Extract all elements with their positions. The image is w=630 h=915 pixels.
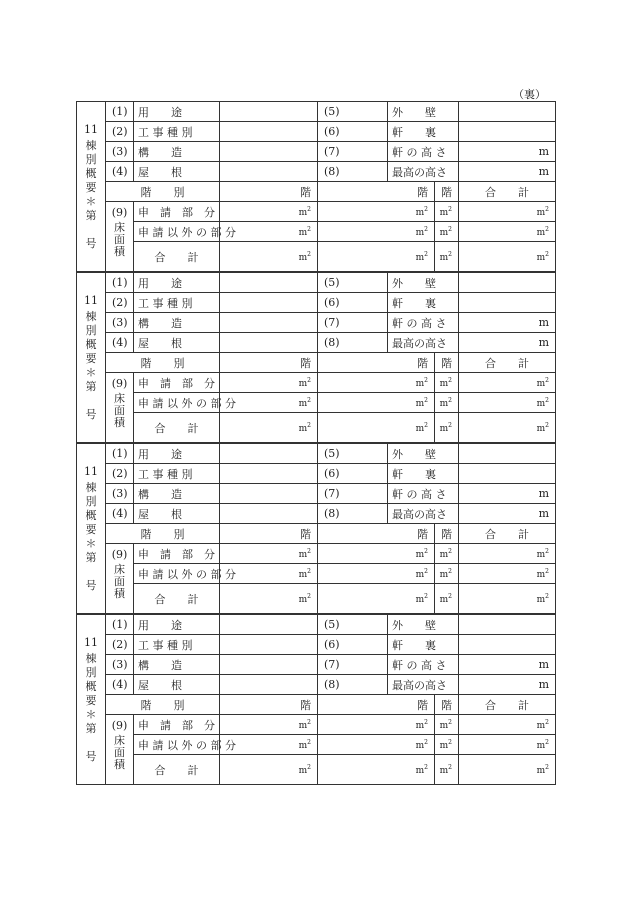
floor-area-total-cell[interactable]: $m^2$ [459, 755, 556, 785]
item-number: (8) [318, 504, 388, 524]
item-number: (4) [106, 504, 134, 524]
floor-area-cell[interactable]: $m^2$ [220, 755, 318, 785]
section-header-cell [77, 444, 106, 614]
structure-value[interactable] [220, 313, 318, 333]
floor-area-cell[interactable]: $m^2$ [435, 755, 459, 785]
building-summary-block [76, 614, 556, 785]
floor-header-total: 合 計 [459, 695, 556, 715]
floor-area-total-cell[interactable]: $m^2$ [459, 222, 556, 242]
floor-area-total-cell[interactable]: $m^2$ [459, 544, 556, 564]
use-value[interactable] [220, 273, 318, 293]
eaves-height-value[interactable]: m [459, 142, 556, 162]
structure-value[interactable] [220, 484, 318, 504]
eaves-soffit-value[interactable] [459, 635, 556, 655]
section-header-cell [77, 273, 106, 443]
item-label-outer-wall: 外 壁 [388, 102, 459, 122]
item-number: (6) [318, 635, 388, 655]
floor-area-cell[interactable]: $m^2$ [220, 584, 318, 614]
eaves-height-value[interactable]: m [459, 655, 556, 675]
floor-header-col1: 階 [220, 353, 318, 373]
floor-header-col2: 階 [318, 353, 435, 373]
item-number: (5) [318, 444, 388, 464]
floor-area-vertical-label: 床 面 積 [106, 564, 134, 614]
floor-header-col2: 階 [318, 695, 435, 715]
use-value[interactable] [220, 102, 318, 122]
floor-area-cell[interactable]: $m^2$ [220, 222, 318, 242]
item-label-structure: 構 造 [134, 484, 220, 504]
item-label-eaves-soffit: 軒 裏 [388, 293, 459, 313]
floor-area-cell[interactable]: $m^2$ [318, 544, 435, 564]
item-number: (9) [106, 202, 134, 222]
section-suffix: 号 [85, 578, 97, 592]
item-label-work-type: 工 事 種 別 [134, 464, 220, 484]
floor-area-total-cell[interactable]: $m^2$ [459, 584, 556, 614]
floor-header-total: 合 計 [459, 353, 556, 373]
page-side-label: （裏） [513, 88, 546, 101]
floor-header-label: 階 別 [106, 182, 220, 202]
item-label-eaves-soffit: 軒 裏 [388, 635, 459, 655]
section-number: 11 [84, 293, 98, 307]
floor-header-col3: 階 [435, 353, 459, 373]
section-number: 11 [84, 122, 98, 136]
floor-header-col3: 階 [435, 695, 459, 715]
work-type-value[interactable] [220, 122, 318, 142]
building-summary-block [76, 272, 556, 443]
floor-area-cell[interactable]: $m^2$ [220, 735, 318, 755]
floor-row-label: 合 計 [134, 584, 220, 614]
item-label-eaves-soffit: 軒 裏 [388, 122, 459, 142]
floor-area-cell[interactable]: $m^2$ [318, 393, 435, 413]
floor-area-total-cell[interactable]: $m^2$ [459, 413, 556, 443]
item-label-roof: 屋 根 [134, 333, 220, 353]
item-number: (4) [106, 333, 134, 353]
item-label-outer-wall: 外 壁 [388, 273, 459, 293]
section-number: 11 [84, 464, 98, 478]
floor-area-total-cell[interactable]: $m^2$ [459, 202, 556, 222]
item-number: (7) [318, 142, 388, 162]
structure-value[interactable] [220, 655, 318, 675]
max-height-value[interactable]: m [459, 504, 556, 524]
item-label-roof: 屋 根 [134, 162, 220, 182]
item-number: (1) [106, 273, 134, 293]
floor-area-cell[interactable]: $m^2$ [435, 564, 459, 584]
floor-area-vertical-label: 床 面 積 [106, 393, 134, 443]
floor-area-cell[interactable]: $m^2$ [318, 755, 435, 785]
floor-area-cell[interactable]: $m^2$ [220, 413, 318, 443]
item-number: (5) [318, 102, 388, 122]
item-label-work-type: 工 事 種 別 [134, 635, 220, 655]
roof-value[interactable] [220, 162, 318, 182]
floor-area-cell[interactable]: $m^2$ [435, 373, 459, 393]
floor-area-cell[interactable]: $m^2$ [435, 242, 459, 272]
item-label-eaves-height: 軒 の 高 さ [388, 313, 459, 333]
floor-area-cell[interactable]: $m^2$ [318, 564, 435, 584]
item-number: (1) [106, 444, 134, 464]
item-number: (2) [106, 122, 134, 142]
max-height-value[interactable]: m [459, 675, 556, 695]
floor-area-cell[interactable]: $m^2$ [318, 202, 435, 222]
floor-area-cell[interactable]: $m^2$ [220, 373, 318, 393]
floor-area-cell[interactable]: $m^2$ [318, 735, 435, 755]
item-number: (4) [106, 162, 134, 182]
item-label-eaves-height: 軒 の 高 さ [388, 484, 459, 504]
item-number: (4) [106, 675, 134, 695]
item-label-eaves-height: 軒 の 高 さ [388, 142, 459, 162]
section-title: 棟 別 概 要 ＊ 第 [85, 480, 97, 564]
item-label-outer-wall: 外 壁 [388, 444, 459, 464]
floor-area-cell[interactable]: $m^2$ [220, 715, 318, 735]
section-suffix: 号 [85, 749, 97, 763]
outer-wall-value[interactable] [459, 615, 556, 635]
structure-value[interactable] [220, 142, 318, 162]
floor-area-cell[interactable]: $m^2$ [220, 544, 318, 564]
item-number: (7) [318, 484, 388, 504]
item-number: (2) [106, 293, 134, 313]
floor-area-cell[interactable]: $m^2$ [318, 242, 435, 272]
roof-value[interactable] [220, 675, 318, 695]
section-number: 11 [84, 635, 98, 649]
item-label-max-height: 最高の高さ [388, 504, 459, 524]
floor-header-label: 階 別 [106, 524, 220, 544]
item-label-max-height: 最高の高さ [388, 675, 459, 695]
section-title: 棟 別 概 要 ＊ 第 [85, 309, 97, 393]
building-summary-form [76, 101, 556, 785]
item-number: (2) [106, 464, 134, 484]
item-label-use: 用 途 [134, 444, 220, 464]
item-label-use: 用 途 [134, 615, 220, 635]
floor-row-label: 申 請 部 分 [134, 544, 220, 564]
item-number: (7) [318, 655, 388, 675]
item-number: (6) [318, 122, 388, 142]
floor-header-col3: 階 [435, 182, 459, 202]
section-title: 棟 別 概 要 ＊ 第 [85, 138, 97, 222]
item-number: (8) [318, 333, 388, 353]
item-number: (1) [106, 102, 134, 122]
floor-area-total-cell[interactable]: $m^2$ [459, 735, 556, 755]
item-number: (9) [106, 715, 134, 735]
floor-area-cell[interactable]: $m^2$ [435, 735, 459, 755]
floor-row-label: 申 請 以 外 の 部 分 [134, 564, 220, 584]
item-label-structure: 構 造 [134, 313, 220, 333]
floor-area-cell[interactable]: $m^2$ [318, 413, 435, 443]
building-summary-block [76, 443, 556, 614]
floor-area-total-cell[interactable]: $m^2$ [459, 242, 556, 272]
roof-value[interactable] [220, 504, 318, 524]
item-number: (6) [318, 464, 388, 484]
item-number: (3) [106, 655, 134, 675]
item-label-use: 用 途 [134, 273, 220, 293]
floor-row-label: 申 請 以 外 の 部 分 [134, 222, 220, 242]
work-type-value[interactable] [220, 464, 318, 484]
item-label-roof: 屋 根 [134, 504, 220, 524]
item-label-eaves-soffit: 軒 裏 [388, 464, 459, 484]
item-number: (1) [106, 615, 134, 635]
eaves-height-value[interactable]: m [459, 313, 556, 333]
floor-area-vertical-label: 床 面 積 [106, 222, 134, 272]
floor-header-col1: 階 [220, 695, 318, 715]
building-summary-block [76, 101, 556, 272]
item-label-outer-wall: 外 壁 [388, 615, 459, 635]
eaves-soffit-value[interactable] [459, 293, 556, 313]
floor-area-cell[interactable]: $m^2$ [435, 413, 459, 443]
floor-header-label: 階 別 [106, 695, 220, 715]
floor-header-total: 合 計 [459, 524, 556, 544]
floor-area-vertical-label: 床 面 積 [106, 735, 134, 785]
outer-wall-value[interactable] [459, 102, 556, 122]
floor-area-cell[interactable]: $m^2$ [435, 202, 459, 222]
item-label-max-height: 最高の高さ [388, 333, 459, 353]
eaves-soffit-value[interactable] [459, 464, 556, 484]
floor-row-label: 合 計 [134, 413, 220, 443]
section-header-cell [77, 102, 106, 272]
item-number: (9) [106, 373, 134, 393]
use-value[interactable] [220, 444, 318, 464]
floor-row-label: 申 請 部 分 [134, 715, 220, 735]
work-type-value[interactable] [220, 293, 318, 313]
floor-header-col1: 階 [220, 524, 318, 544]
item-number: (3) [106, 313, 134, 333]
item-label-max-height: 最高の高さ [388, 162, 459, 182]
floor-area-cell[interactable]: $m^2$ [435, 584, 459, 614]
floor-row-label: 合 計 [134, 242, 220, 272]
work-type-value[interactable] [220, 635, 318, 655]
item-number: (3) [106, 142, 134, 162]
item-number: (7) [318, 313, 388, 333]
item-label-work-type: 工 事 種 別 [134, 293, 220, 313]
floor-area-total-cell[interactable]: $m^2$ [459, 373, 556, 393]
floor-area-cell[interactable]: $m^2$ [435, 544, 459, 564]
floor-row-label: 申 請 部 分 [134, 373, 220, 393]
item-label-eaves-height: 軒 の 高 さ [388, 655, 459, 675]
floor-header-col3: 階 [435, 524, 459, 544]
item-number: (6) [318, 293, 388, 313]
outer-wall-value[interactable] [459, 444, 556, 464]
item-number: (3) [106, 484, 134, 504]
eaves-soffit-value[interactable] [459, 122, 556, 142]
floor-row-label: 合 計 [134, 755, 220, 785]
roof-value[interactable] [220, 333, 318, 353]
floor-area-cell[interactable]: $m^2$ [220, 393, 318, 413]
floor-header-col2: 階 [318, 182, 435, 202]
item-number: (8) [318, 162, 388, 182]
max-height-value[interactable]: m [459, 333, 556, 353]
floor-area-cell[interactable]: $m^2$ [220, 564, 318, 584]
floor-area-cell[interactable]: $m^2$ [318, 715, 435, 735]
item-label-structure: 構 造 [134, 142, 220, 162]
floor-header-label: 階 別 [106, 353, 220, 373]
floor-row-label: 申 請 以 外 の 部 分 [134, 393, 220, 413]
floor-area-total-cell[interactable]: $m^2$ [459, 393, 556, 413]
eaves-height-value[interactable]: m [459, 484, 556, 504]
item-number: (5) [318, 615, 388, 635]
item-number: (2) [106, 635, 134, 655]
floor-area-total-cell[interactable]: $m^2$ [459, 715, 556, 735]
item-label-structure: 構 造 [134, 655, 220, 675]
use-value[interactable] [220, 615, 318, 635]
floor-area-cell[interactable]: $m^2$ [435, 393, 459, 413]
section-suffix: 号 [85, 236, 97, 250]
section-suffix: 号 [85, 407, 97, 421]
floor-header-col2: 階 [318, 524, 435, 544]
item-number: (9) [106, 544, 134, 564]
floor-row-label: 申 請 以 外 の 部 分 [134, 735, 220, 755]
floor-area-cell[interactable]: $m^2$ [318, 373, 435, 393]
floor-header-total: 合 計 [459, 182, 556, 202]
floor-row-label: 申 請 部 分 [134, 202, 220, 222]
floor-area-cell[interactable]: $m^2$ [435, 222, 459, 242]
item-number: (5) [318, 273, 388, 293]
floor-area-cell[interactable]: $m^2$ [318, 584, 435, 614]
outer-wall-value[interactable] [459, 273, 556, 293]
floor-header-col1: 階 [220, 182, 318, 202]
floor-area-cell[interactable]: $m^2$ [435, 715, 459, 735]
item-number: (8) [318, 675, 388, 695]
item-label-work-type: 工 事 種 別 [134, 122, 220, 142]
floor-area-cell[interactable]: $m^2$ [220, 242, 318, 272]
floor-area-cell[interactable]: $m^2$ [318, 222, 435, 242]
section-title: 棟 別 概 要 ＊ 第 [85, 651, 97, 735]
section-header-cell [77, 615, 106, 785]
item-label-roof: 屋 根 [134, 675, 220, 695]
floor-area-total-cell[interactable]: $m^2$ [459, 564, 556, 584]
max-height-value[interactable]: m [459, 162, 556, 182]
item-label-use: 用 途 [134, 102, 220, 122]
floor-area-cell[interactable]: $m^2$ [220, 202, 318, 222]
